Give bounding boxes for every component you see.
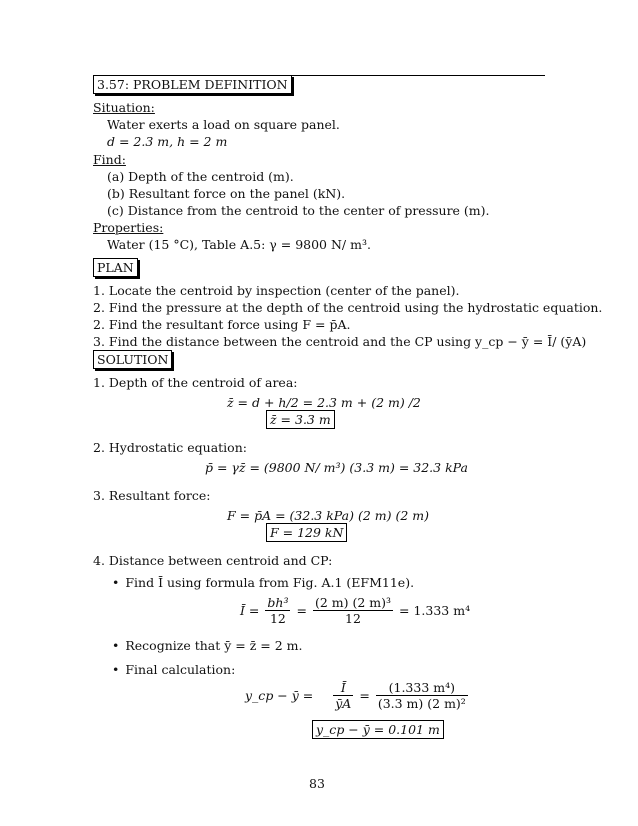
properties-text: Water (15 °C), Table A.5: γ = 9800 N/ m³.: [107, 237, 371, 252]
find-item-b: (b) Resultant force on the panel (kN).: [107, 186, 346, 201]
find-label: Find:: [93, 152, 126, 167]
moment-of-inertia-equation: [240, 595, 470, 626]
step1-result-box: [266, 412, 335, 427]
problem-definition-title: 3.57: PROBLEM DEFINITION: [93, 75, 292, 94]
properties-label: Properties:: [93, 220, 164, 235]
final-equation: [245, 680, 468, 711]
plan-heading: [93, 260, 138, 275]
step1-equation: z̄ = d + h/2 = 2.3 m + (2 m) /2: [227, 395, 421, 410]
final-result-box: [312, 722, 444, 737]
final-equals: =: [359, 688, 370, 703]
final-den-2: (3.3 m) (2 m)²: [377, 696, 466, 711]
step1-title: 1. Depth of the centroid of area:: [93, 375, 298, 390]
moi-lhs: Ī =: [240, 603, 260, 618]
plan-step-3: 2. Find the resultant force using F = p̄A.: [93, 317, 351, 332]
moi-rhs: = 1.333 m⁴: [399, 603, 471, 618]
situation-values: d = 2.3 m, h = 2 m: [107, 134, 228, 149]
page-number: 83: [309, 776, 325, 791]
bullet-final-calc: • Final calculation:: [112, 662, 235, 677]
situation-text: Water exerts a load on square panel.: [107, 117, 340, 132]
solution-heading: [93, 352, 172, 367]
final-result: y_cp − ȳ = 0.101 m: [312, 720, 444, 739]
step2-title: 2. Hydrostatic equation:: [93, 440, 247, 455]
plan-label: PLAN: [93, 258, 138, 277]
step3-result: F = 129 kN: [266, 523, 347, 542]
situation-label: Situation:: [93, 100, 155, 115]
find-item-a: (a) Depth of the centroid (m).: [107, 169, 294, 184]
moi-num-2: (2 m) (2 m)³: [314, 595, 392, 610]
step1-result: z̄ = 3.3 m: [266, 410, 335, 429]
moi-fraction-1: [265, 595, 290, 626]
plan-step-2: 2. Find the pressure at the depth of the centroid using the hydrostatic equation.: [93, 300, 603, 315]
final-fraction-1: [333, 680, 353, 711]
section-title: [93, 77, 292, 92]
final-fraction-2: [376, 680, 468, 711]
moi-den-1: 12: [269, 611, 286, 626]
step3-title: 3. Resultant force:: [93, 488, 211, 503]
step3-equation: F = p̄A = (32.3 kPa) (2 m) (2 m): [227, 508, 429, 523]
find-item-c: (c) Distance from the centroid to the center of pressure (m).: [107, 203, 490, 218]
plan-step-4: 3. Find the distance between the centroid and the CP using y_cp − ȳ = Ī/ (ȳA): [93, 334, 587, 349]
bullet-recognize: • Recognize that ȳ = z̄ = 2 m.: [112, 638, 302, 653]
step4-title: 4. Distance between centroid and CP:: [93, 553, 333, 568]
final-den-1: ȳA: [335, 696, 352, 711]
final-lhs: y_cp − ȳ =: [245, 688, 314, 703]
moi-num-1: bh³: [267, 595, 289, 610]
solution-label: SOLUTION: [93, 350, 172, 369]
moi-equals: =: [296, 603, 307, 618]
plan-step-1: 1. Locate the centroid by inspection (center of the panel).: [93, 283, 460, 298]
final-num-2: (1.333 m⁴): [376, 680, 468, 696]
final-num-1: Ī: [333, 680, 353, 696]
moi-den-2: 12: [345, 611, 361, 626]
step3-result-box: [266, 525, 347, 540]
step2-equation: p̄ = γz̄ = (9800 N/ m³) (3.3 m) = 32.3 kPa: [205, 460, 468, 475]
moi-fraction-2: [313, 595, 393, 626]
bullet-find-I: • Find Ī using formula from Fig. A.1 (EFM11e).: [112, 575, 414, 590]
